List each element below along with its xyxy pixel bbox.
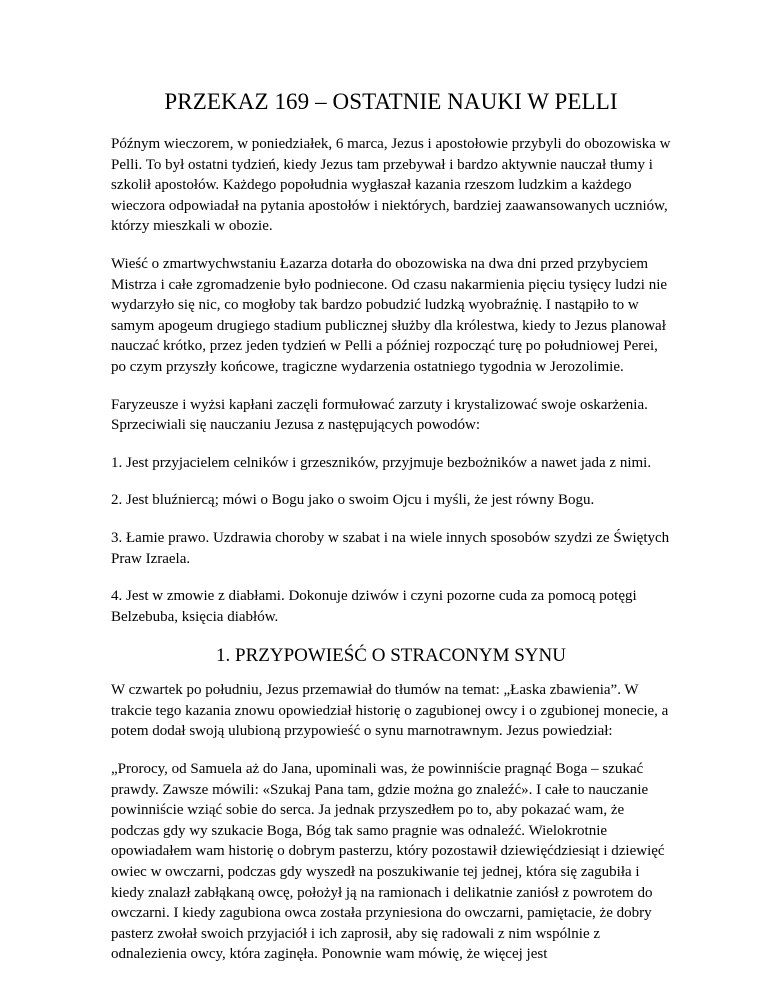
- section-heading: 1. PRZYPOWIEŚĆ O STRACONYM SYNU: [216, 645, 566, 667]
- paragraph-section-2: „Prorocy, od Samuela aż do Jana, upominali was, że powinniście pragnąć Boga – szukać prawdy. Zawsze mówili: «Szukaj Pana tam, gdzie można go znaleźć». I całe to nauczanie powinniście wziąć sobie do serca. Ja jednak przyszedłem po to, aby pokazać wam, że podczas gdy wy szukacie Boga, Bóg tak samo pragnie was odnaleźć. Wielokrotnie opowiadałem wam historię o dobrym pasterzu, który pozostawił dziewięćdziesiąt i dziewięć owiec w owczarni, podczas gdy wyszedł na poszukiwanie tej jednej, która się zagubiła i kiedy znalazł zabłąkaną owcę, położył ją na ramionach i delikatnie zaniósł z powrotem do owczarni. I kiedy zagubiona owca została przyniesiona do owczarni, pamiętacie, że dobry pasterz zwołał swoich przyjaciół i ich zaprosił, aby się radowali z nim wspólnie z odnalezienia owcy, która zaginęła. Ponownie wam mówię, że więcej jest: [111, 761, 665, 963]
- accusation-item-4: 4. Jest w zmowie z diabłami. Dokonuje dziwów i czyni pozorne cuda za pomocą potęgi Belzebuba, księcia diabłów.: [111, 588, 637, 625]
- paragraph-intro-3: Faryzeusze i wyżsi kapłani zaczęli formułować zarzuty i krystalizować swoje oskarżenia. Sprzeciwiali się nauczaniu Jezusa z następujących powodów:: [111, 396, 648, 434]
- paragraph-section-1: W czwartek po południu, Jezus przemawiał do tłumów na temat: „Łaska zbawienia”. W trakcie tego kazania znowu opowiedział historię o zagubionej owcy i o zgubionej monecie, a potem dodał swoją ulubioną przypowieść o synu marnotrawnym. Jezus powiedział:: [111, 682, 669, 740]
- document-title: PRZEKAZ 169 – OSTATNIE NAUKI W PELLI: [164, 89, 618, 114]
- accusation-item-1: 1. Jest przyjacielem celników i grzeszników, przyjmuje bezbożników a nawet jada z nimi.: [111, 454, 652, 471]
- accusation-item-2: 2. Jest bluźniercą; mówi o Bogu jako o swoim Ojcu i myśli, że jest równy Bogu.: [111, 492, 595, 509]
- paragraph-intro-2: Wieść o zmartwychwstaniu Łazarza dotarła do obozowiska na dwa dni przed przybyciem Mistrza i całe zgromadzenie było podniecone. Od czasu nakarmienia pięciu tysięcy ludzi nie wydarzyło się nic, co mogłoby tak bardzo pobudzić ludzką wyobraźnię. I nastąpiło to w samym apogeum drugiego stadium publicznej służby dla królestwa, kiedy to Jezus planował nauczać krótko, przez jeden tydzień w Pelli a później rozpocząć turę po południowej Perei, po czym przyszły końcowe, tragiczne wydarzenia ostatniego tygodnia w Jerozolimie.: [111, 255, 668, 375]
- accusation-item-3: 3. Łamie prawo. Uzdrawia choroby w szabat i na wiele innych sposobów szydzi ze Świętych Praw Izraela.: [111, 529, 670, 567]
- document-page: [111, 88, 671, 982]
- paragraph-intro-1: Późnym wieczorem, w poniedziałek, 6 marca, Jezus i apostołowie przybyli do obozowiska w Pelli. To był ostatni tydzień, kiedy Jezus tam przebywał i bardzo aktywnie nauczał tłumy i szkolił apostołów. Każdego popołudnia wygłaszał kazania rzeszom ludzkim a każdego wieczora odpowiadał na pytania apostołów i niektórych, bardziej zaawansowanych uczniów, którzy mieszkali w obozie.: [111, 136, 671, 235]
